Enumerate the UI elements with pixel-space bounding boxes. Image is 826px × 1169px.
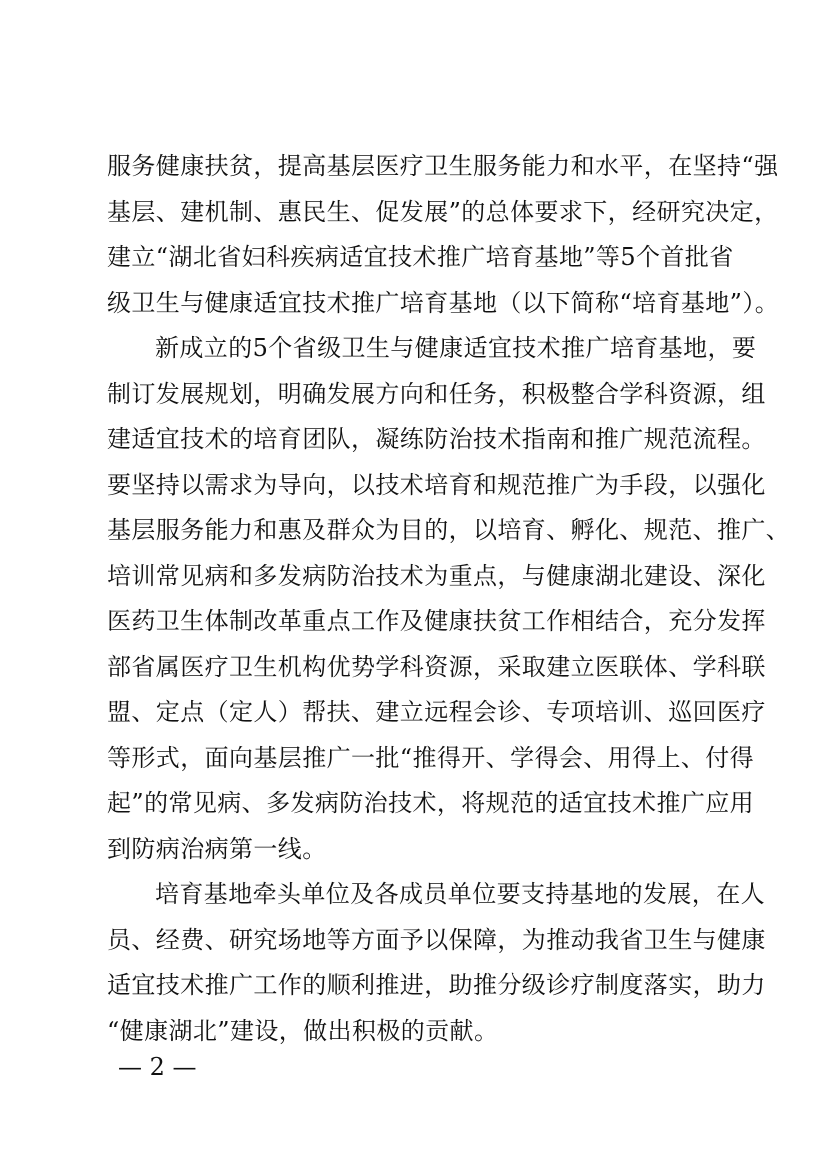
paragraph-line: 起”的常见病、多发病防治技术，将规范的适宜技术推广应用 bbox=[107, 789, 755, 817]
paragraph-line: 制订发展规划，明确发展方向和任务，积极整合学科资源，组 bbox=[107, 379, 766, 408]
paragraph-line: 培训常见病和多发病防治技术为重点，与健康湖北建设、深化 bbox=[107, 561, 766, 590]
paragraph-line: 级卫生与健康适宜技术推广培育基地（以下简称“培育基地”）。 bbox=[107, 288, 780, 317]
paragraph-2 bbox=[107, 326, 791, 872]
paragraph-line: 培育基地牵头单位及各成员单位要支持基地的发展，在人 bbox=[155, 880, 765, 908]
paragraph-line: 建立“湖北省妇科疾病适宜技术推广培育基地”等5个首批省 bbox=[107, 243, 734, 271]
paragraph-line: “健康湖北”建设，做出积极的贡献。 bbox=[107, 1016, 499, 1045]
page-number: — 2 — bbox=[118, 1053, 197, 1081]
paragraph-1 bbox=[107, 144, 780, 326]
paragraph-line: 部省属医疗卫生机构优势学科资源，采取建立医联体、学科联 bbox=[107, 652, 766, 681]
paragraph-line: 员、经费、研究场地等方面予以保障，为推动我省卫生与健康 bbox=[107, 925, 766, 954]
paragraph-line: 等形式，面向基层推广一批“推得开、学得会、用得上、付得 bbox=[107, 743, 755, 772]
paragraph-line: 适宜技术推广工作的顺利推进，助推分级诊疗制度落实，助力 bbox=[107, 971, 766, 999]
paragraph-line: 医药卫生体制改革重点工作及健康扶贫工作相结合，充分发挥 bbox=[107, 607, 766, 635]
paragraph-line: 到防病治病第一线。 bbox=[107, 834, 327, 863]
paragraph-line: 要坚持以需求为导向，以技术培育和规范推广为手段，以强化 bbox=[107, 470, 766, 499]
paragraph-line: 新成立的5个省级卫生与健康适宜技术推广培育基地，要 bbox=[155, 334, 757, 362]
paragraph-line: 基层、建机制、惠民生、促发展”的总体要求下，经研究决定， bbox=[107, 197, 779, 226]
paragraph-line: 服务健康扶贫，提高基层医疗卫生服务能力和水平，在坚持“强 bbox=[107, 152, 779, 180]
paragraph-line: 基层服务能力和惠及群众为目的，以培育、孵化、规范、推广、 bbox=[107, 516, 791, 544]
document-body bbox=[107, 144, 791, 1054]
paragraph-line: 盟、定点（定人）帮扶、建立远程会诊、专项培训、巡回医疗 bbox=[107, 698, 766, 726]
paragraph-line: 建适宜技术的培育团队，凝练防治技术指南和推广规范流程。 bbox=[107, 425, 766, 453]
paragraph-3 bbox=[107, 872, 766, 1054]
